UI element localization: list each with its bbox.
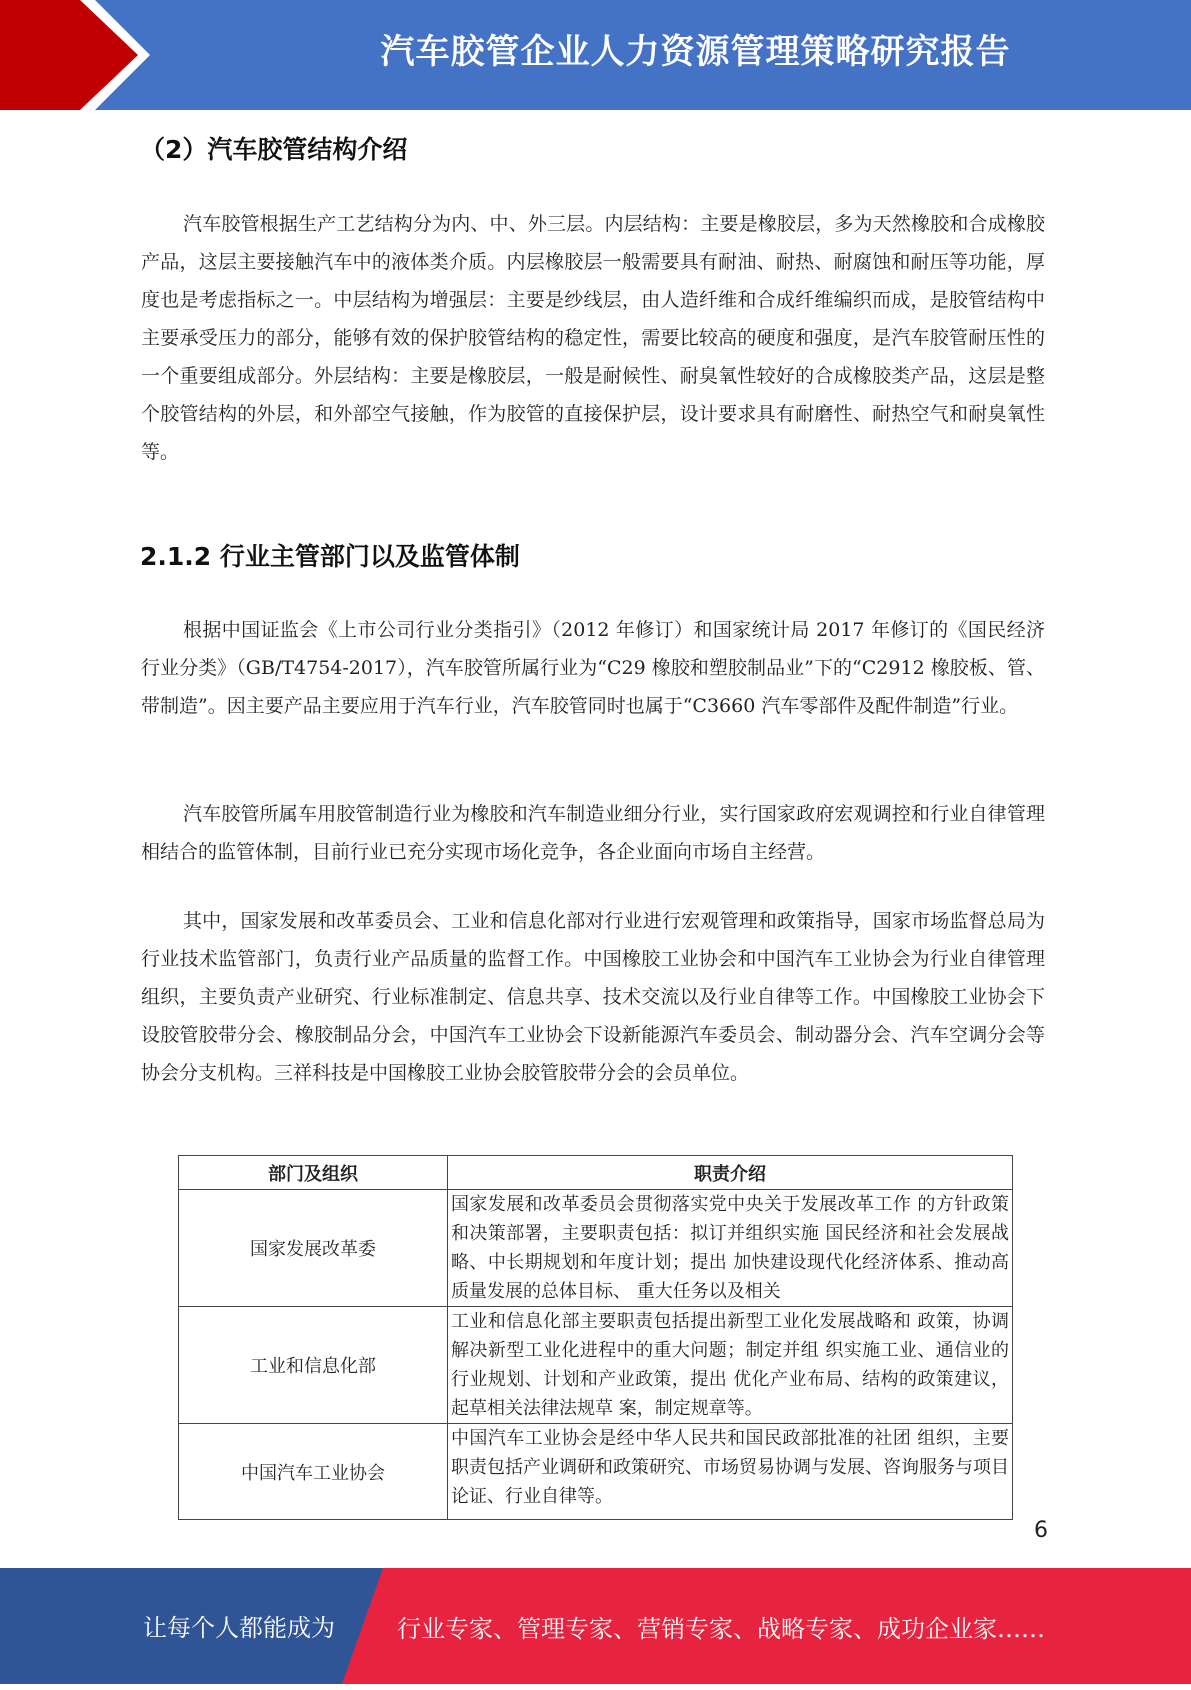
page-number: 6 [1034, 1518, 1048, 1543]
page-header [0, 0, 1191, 110]
dept-duty: 工业和信息化部主要职责包括提出新型工业化发展战略和 政策，协调解决新型工业化进程中的重大问题；制定并组 织实施工业、通信业的行业规划、计划和产业政策，提出 优化产业布局、结构的政策建议，起草相关法律法规草 案，制定规章等。 [448, 1307, 1013, 1424]
paragraph-structure: 汽车胶管根据生产工艺结构分为内、中、外三层。内层结构：主要是橡胶层，多为天然橡胶和合成橡胶产品，这层主要接触汽车中的液体类介质。内层橡胶层一般需要具有耐油、耐热、耐腐蚀和耐压等功能，厚度也是考虑指标之一。中层结构为增强层：主要是纱线层，由人造纤维和合成纤维编织而成，是胶管结构中主要承受压力的部分，能够有效的保护胶管结构的稳定性，需要比较高的硬度和强度，是汽车胶管耐压性的一个重要组成部分。外层结构：主要是橡胶层，一般是耐候性、耐臭氧性较好的合成橡胶类产品，这层是整个胶管结构的外层，和外部空气接触，作为胶管的直接保护层，设计要求具有耐磨性、耐热空气和耐臭氧性等。 [141, 213, 1045, 463]
dept-name: 中国汽车工业协会 [179, 1424, 448, 1520]
section-heading: 2.1.2 行业主管部门以及监管体制 [140, 542, 520, 571]
table-row [179, 1424, 1013, 1520]
dept-name: 工业和信息化部 [179, 1307, 448, 1424]
paragraph-regulation: 汽车胶管所属车用胶管制造行业为橡胶和汽车制造业细分行业，实行国家政府宏观调控和行业自律管理相结合的监管体制，目前行业已充分实现市场化竞争，各企业面向市场自主经营。 [141, 803, 1045, 863]
table-row [179, 1307, 1013, 1424]
paragraph-classification: 根据中国证监会《上市公司行业分类指引》（2012 年修订）和国家统计局 2017 年修订的《国民经济行业分类》（GB/T4754-2017），汽车胶管所属行业为“C29 橡胶和塑胶制品业”下的“C2912 橡胶板、管、带制造”。因主要产品主要应用于汽车行业，汽车胶管同时也属于“C3660 汽车零部件及配件制造”行业。 [141, 619, 1045, 717]
subsection-heading: （2）汽车胶管结构介绍 [140, 135, 408, 164]
table-header-row [179, 1156, 1013, 1190]
table-header-dept: 部门及组织 [179, 1156, 448, 1190]
report-title: 汽车胶管企业人力资源管理策略研究报告 [380, 32, 1011, 72]
departments-table [178, 1155, 1013, 1520]
paragraph-authorities: 其中，国家发展和改革委员会、工业和信息化部对行业进行宏观管理和政策指导，国家市场监督总局为行业技术监管部门，负责行业产品质量的监督工作。中国橡胶工业协会和中国汽车工业协会为行业自律管理组织，主要负责产业研究、行业标准制定、信息共享、技术交流以及行业自律等工作。中国橡胶工业协会下设胶管胶带分会、橡胶制品分会，中国汽车工业协会下设新能源汽车委员会、制动器分会、汽车空调分会等协会分支机构。三祥科技是中国橡胶工业协会胶管胶带分会的会员单位。 [141, 910, 1045, 1084]
table-header-duty: 职责介绍 [448, 1156, 1013, 1190]
header-chevron-icon [0, 0, 200, 110]
footer-slogan-left: 让每个人都能成为 [143, 1614, 335, 1642]
dept-duty: 中国汽车工业协会是经中华人民共和国民政部批准的社团 组织，主要职责包括产业调研和政策研究、市场贸易协调与发展、咨询服务与项目论证、行业自律等。 [448, 1424, 1013, 1520]
footer-slogan-right: 行业专家、管理专家、营销专家、战略专家、成功企业家…… [397, 1615, 1045, 1643]
dept-duty: 国家发展和改革委员会贯彻落实党中央关于发展改革工作 的方针政策和决策部署，主要职责包括：拟订并组织实施 国民经济和社会发展战略、中长期规划和年度计划；提出 加快建设现代化经济体系、推动高质量发展的总体目标、 重大任务以及相关 [448, 1190, 1013, 1307]
dept-name: 国家发展改革委 [179, 1190, 448, 1307]
table-row [179, 1190, 1013, 1307]
page-footer [0, 1568, 1191, 1684]
